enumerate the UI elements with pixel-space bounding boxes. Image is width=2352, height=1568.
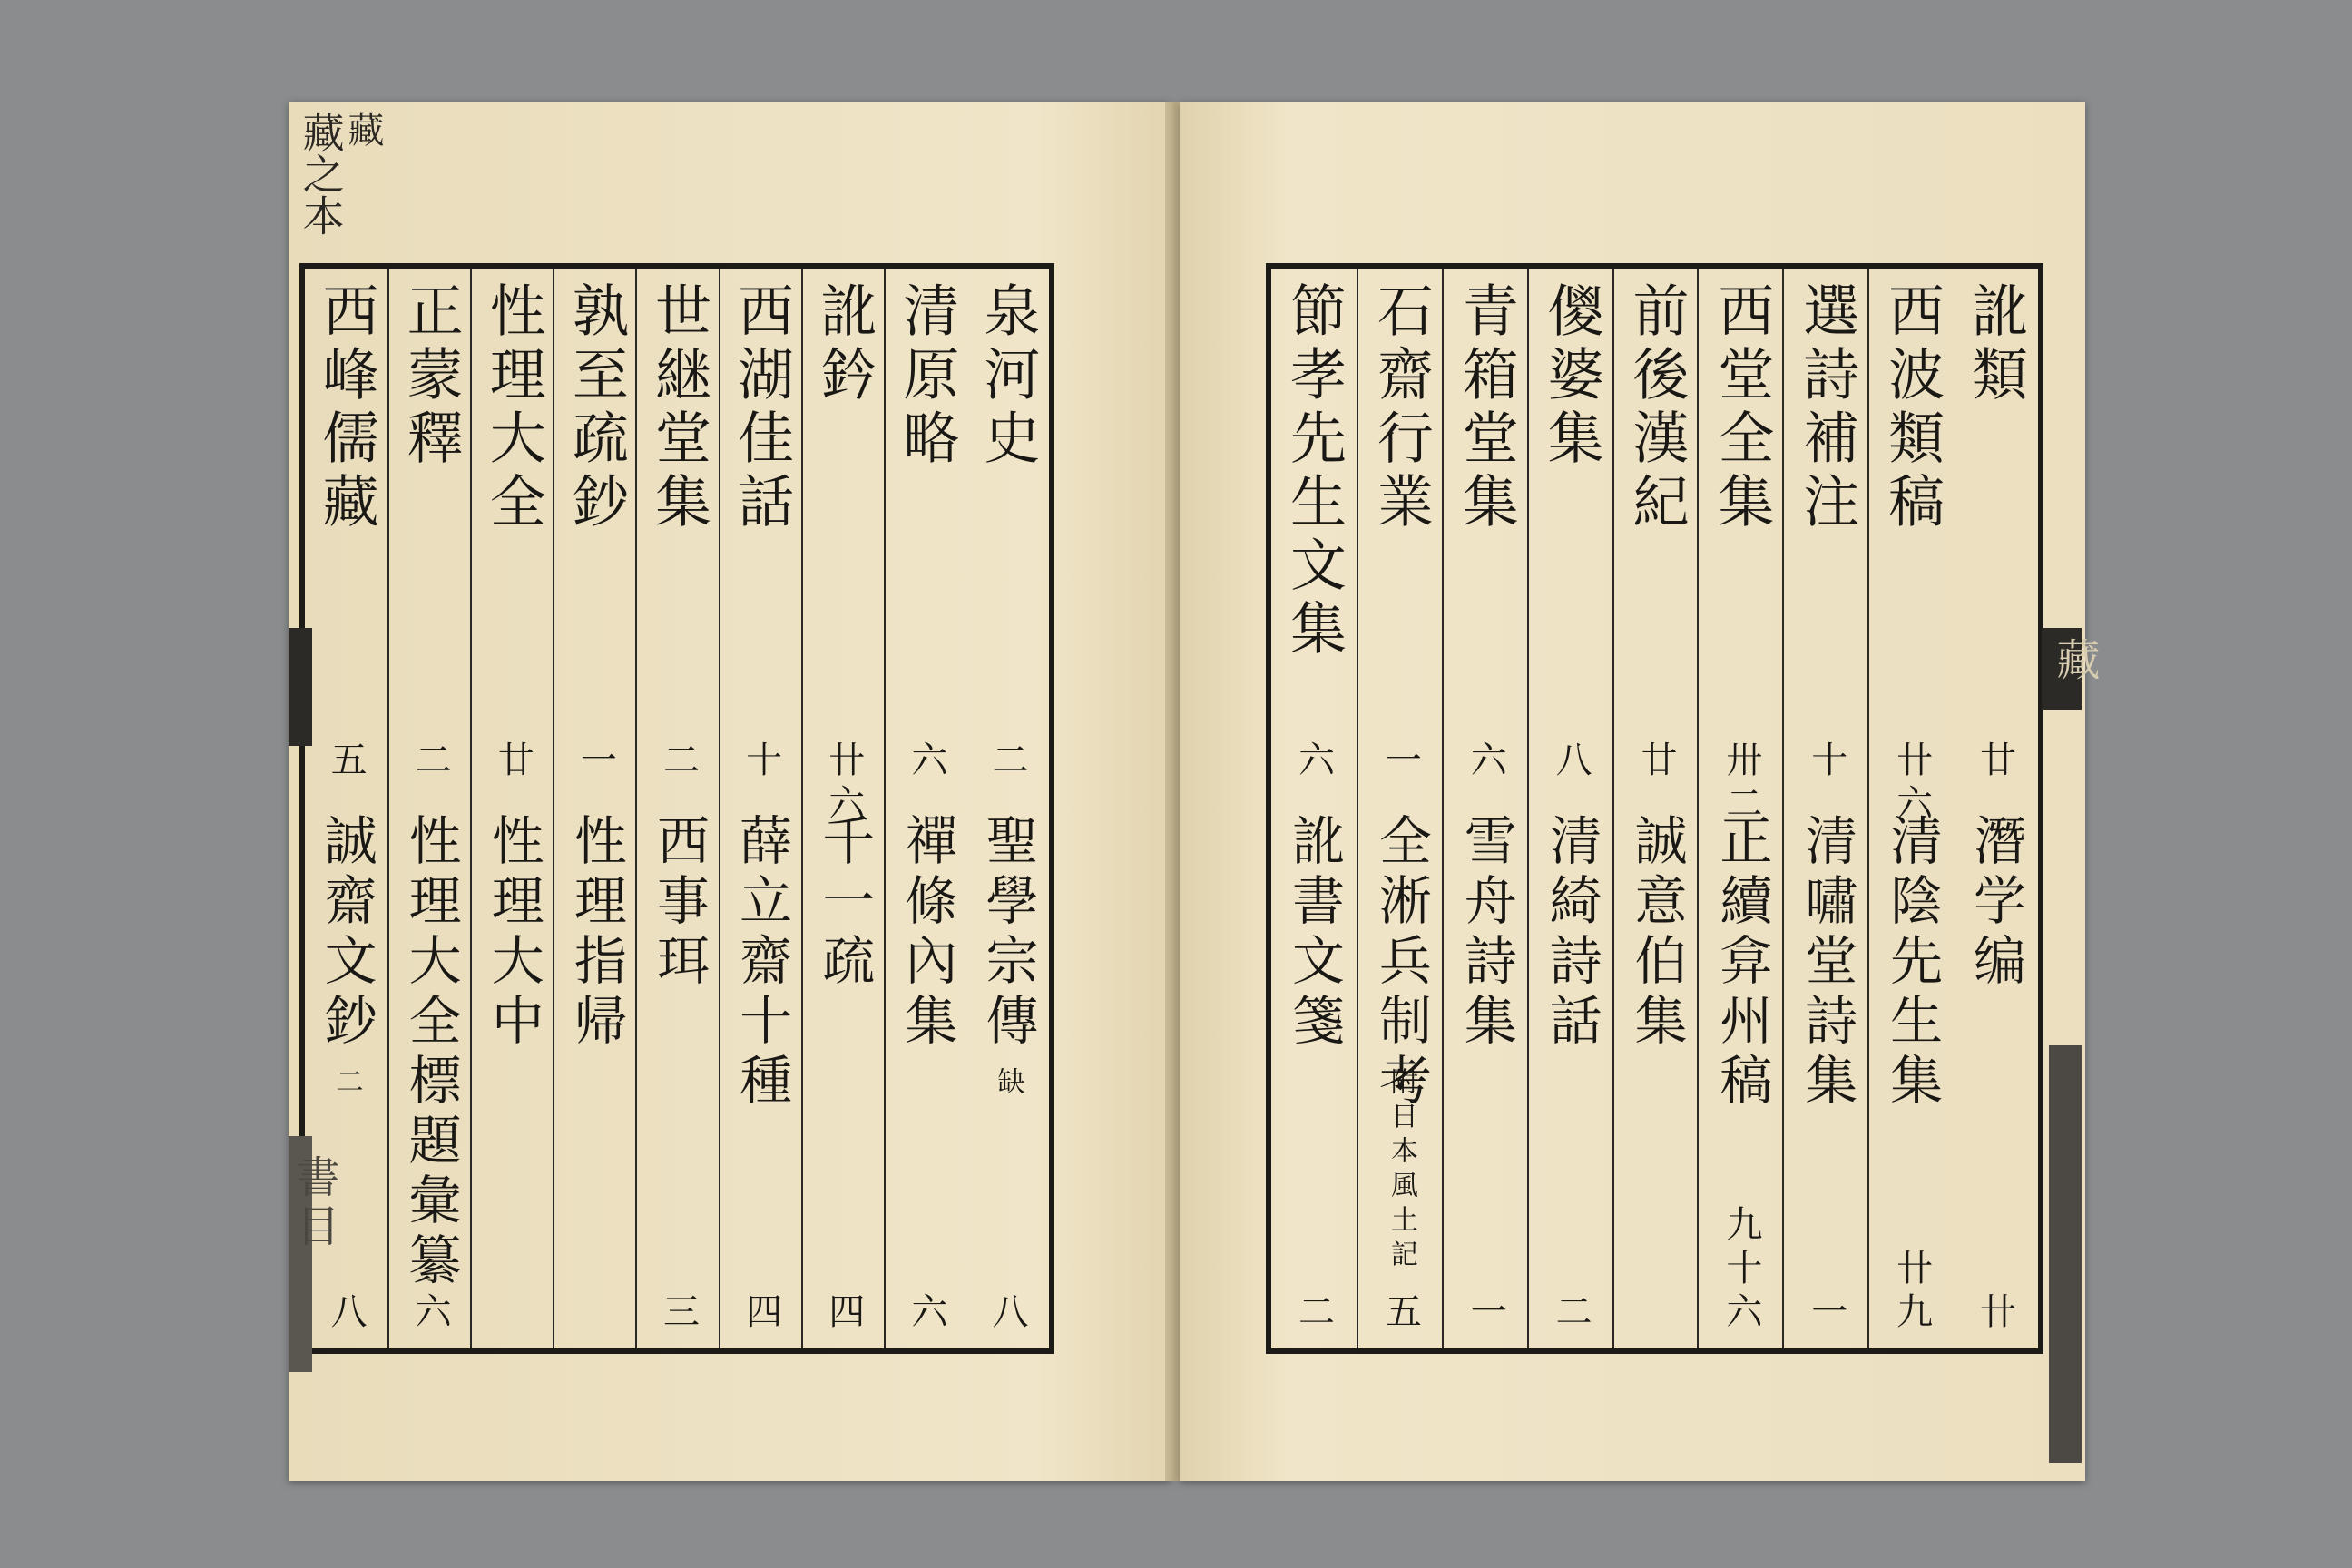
second-book-title: 全淅兵制考 xyxy=(1369,813,1432,1112)
catalog-column xyxy=(1612,269,1700,1348)
volume-count: 卅二 xyxy=(1720,740,1762,828)
fishtail-mark xyxy=(289,628,312,746)
book-title: 訛類 xyxy=(1962,281,2029,408)
second-book-title: 聖學宗傳 xyxy=(976,813,1039,1053)
catalog-column xyxy=(470,269,554,1348)
book-title: 訛鈐 xyxy=(810,281,877,408)
left-catalog-frame xyxy=(299,263,1054,1354)
second-book-title: 雪舟詩集 xyxy=(1455,813,1517,1053)
edge-label: 書目 xyxy=(289,1154,339,1252)
second-book-title: 性理大中 xyxy=(482,813,544,1053)
volume-count: 六 xyxy=(1465,740,1507,784)
second-book-title: 清嘯堂詩集 xyxy=(1796,813,1858,1112)
catalog-column xyxy=(1782,269,1869,1348)
volume-count: 二 xyxy=(409,740,452,784)
volume-count: 卄六 xyxy=(1890,740,1933,828)
catalog-column xyxy=(966,269,1049,1348)
catalog-column xyxy=(1867,269,1955,1348)
edge-label-right: 藏 xyxy=(2049,637,2100,686)
second-volume-count: 六 xyxy=(409,1292,452,1336)
catalog-column xyxy=(1442,269,1529,1348)
volume-count: 五 xyxy=(325,740,368,784)
book-title: 正蒙釋 xyxy=(397,281,465,472)
second-book-title: 性理大全標題彙纂 xyxy=(399,813,462,1292)
volume-count: 六 xyxy=(1292,740,1335,784)
volume-count: 十 xyxy=(1805,740,1847,784)
second-volume-count: 卄九 xyxy=(1890,1249,1933,1336)
volume-count: 廿 xyxy=(1634,740,1677,784)
second-book-title: 誠齋文鈔 xyxy=(315,813,377,1053)
book-title: 孰至疏鈔 xyxy=(563,281,630,535)
inscription-line-1: 藏之本 xyxy=(296,111,346,236)
inscription-line-2: 藏 xyxy=(342,111,384,147)
annotation: 二 xyxy=(330,1067,363,1102)
second-book-title: 薛立齋十種 xyxy=(730,813,793,1112)
volume-count: 一 xyxy=(1379,740,1422,784)
second-book-title: 西事珥 xyxy=(648,813,710,993)
second-book-title: 千一疏 xyxy=(813,813,876,993)
second-book-title: 清綺詩話 xyxy=(1540,813,1602,1053)
second-volume-count: 三 xyxy=(657,1292,700,1336)
volume-count: 卄六 xyxy=(822,740,865,828)
volume-count: 二 xyxy=(985,740,1028,784)
book-title: 前後漢紀 xyxy=(1622,281,1690,535)
owner-inscription xyxy=(298,111,344,236)
volume-count: 廿 xyxy=(492,740,534,784)
second-volume-count: 二 xyxy=(1292,1292,1335,1336)
catalog-column xyxy=(884,269,968,1348)
volume-count: 廿 xyxy=(1974,740,2016,784)
second-volume-count: 四 xyxy=(822,1292,865,1336)
catalog-column xyxy=(1953,269,2038,1348)
second-book-title: 禪條內集 xyxy=(896,813,958,1053)
owner-inscription-small xyxy=(343,111,383,147)
second-book-title: 性理指帰 xyxy=(564,813,627,1053)
catalog-column xyxy=(635,269,720,1348)
catalog-column xyxy=(1697,269,1784,1348)
second-volume-count: 四 xyxy=(740,1292,782,1336)
second-volume-count: 九十六 xyxy=(1720,1205,1762,1336)
second-volume-count: 八 xyxy=(985,1292,1028,1336)
second-book-title: 清陰先生集 xyxy=(1881,813,1944,1112)
second-book-title: 誠意伯集 xyxy=(1625,813,1688,1053)
book-title: 節孝先生文集 xyxy=(1280,281,1348,662)
second-volume-count: 一 xyxy=(1465,1292,1507,1336)
book-title: 西堂全集 xyxy=(1708,281,1775,535)
volume-count: 二 xyxy=(657,740,700,784)
volume-count: 六 xyxy=(905,740,947,784)
book-title: 泉河史 xyxy=(974,281,1041,472)
second-volume-count: 八 xyxy=(325,1292,368,1336)
second-volume-count: 卄 xyxy=(1974,1292,2016,1336)
catalog-column xyxy=(1271,269,1357,1348)
second-volume-count: 一 xyxy=(1805,1292,1847,1336)
book-title: 西波類稿 xyxy=(1878,281,1945,535)
second-book-title: 訛書文箋 xyxy=(1282,813,1345,1053)
book-title: 選詩補注 xyxy=(1793,281,1860,535)
book-title: 青箱堂集 xyxy=(1453,281,1520,535)
left-page xyxy=(289,102,1171,1481)
book-title: 石齋行業 xyxy=(1367,281,1435,535)
volume-count: 八 xyxy=(1550,740,1592,784)
second-book-title: 潛学编 xyxy=(1965,813,2027,993)
annotation: 附日本風土記 xyxy=(1385,1067,1417,1274)
book-title: 西峰儒藏 xyxy=(313,281,380,535)
second-volume-count: 五 xyxy=(1379,1292,1422,1336)
second-book-title: 正續弇州稿 xyxy=(1710,813,1773,1112)
book-title: 世継堂集 xyxy=(645,281,712,535)
catalog-column xyxy=(553,269,637,1348)
book-title: 儍婆集 xyxy=(1538,281,1605,472)
book-title: 清原略 xyxy=(893,281,960,472)
catalog-column xyxy=(387,269,472,1348)
book-title: 西湖佳話 xyxy=(728,281,795,535)
edge-ink-block xyxy=(2049,1045,2082,1463)
open-book xyxy=(289,102,2100,1481)
volume-count: 一 xyxy=(574,740,617,784)
catalog-column xyxy=(1357,269,1444,1348)
catalog-column xyxy=(1527,269,1614,1348)
book-title: 性理大全 xyxy=(480,281,547,535)
second-volume-count: 二 xyxy=(1550,1292,1592,1336)
volume-count: 十 xyxy=(740,740,782,784)
annotation: 缺 xyxy=(992,1067,1024,1102)
catalog-column xyxy=(801,269,886,1348)
second-volume-count: 六 xyxy=(905,1292,947,1336)
right-page xyxy=(1180,102,2100,1481)
catalog-column xyxy=(719,269,803,1348)
right-catalog-frame xyxy=(1266,263,2043,1354)
